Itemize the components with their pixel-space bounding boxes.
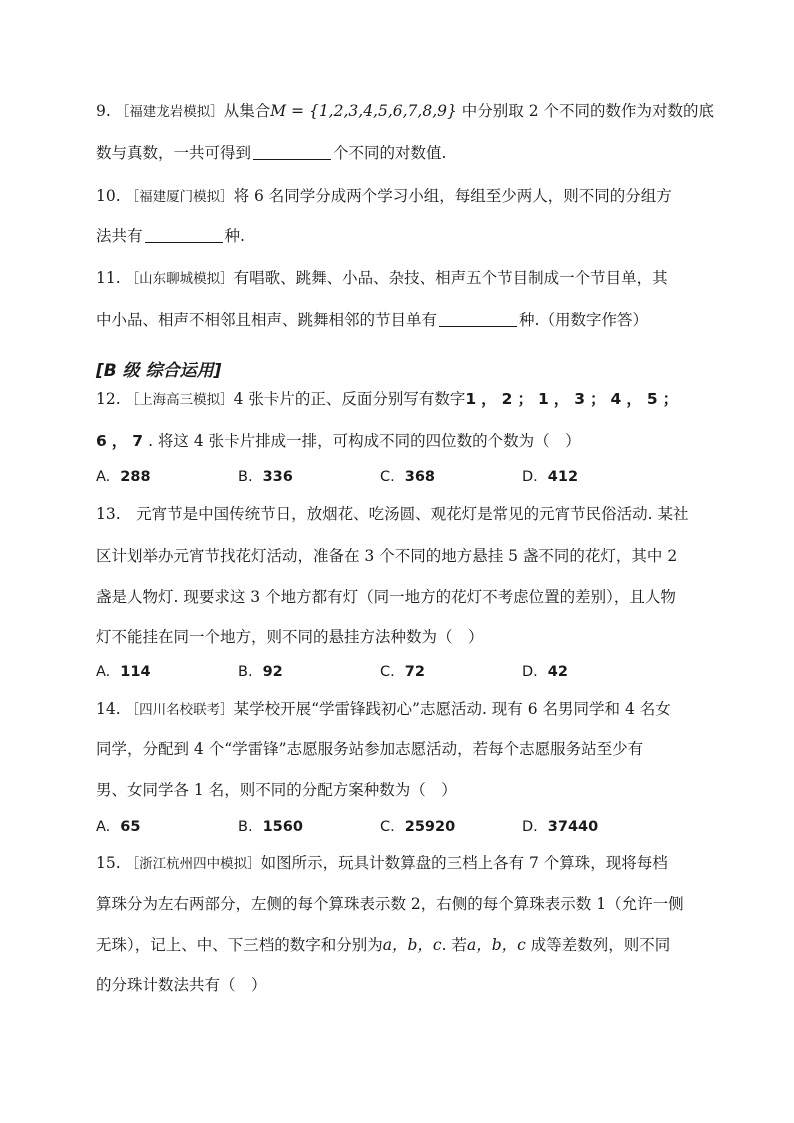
q14-line1 [96, 698, 706, 721]
q14-number: 14. [96, 700, 121, 718]
q15-abc-2: a，b，c [466, 936, 526, 954]
q9-line2b: 个不同的对数值. [333, 144, 447, 162]
q11-line2 [96, 309, 706, 331]
q11-line1 [96, 267, 706, 290]
q15-abc-1: a，b，c [382, 936, 442, 954]
q10-line2a: 法共有 [96, 227, 143, 245]
q13-option-c[interactable]: C. 72 [380, 664, 425, 680]
q11-answer-blank [439, 310, 517, 327]
q13-option-a[interactable]: A. 114 [96, 664, 151, 680]
q15-line2: 算珠分为左右两部分，左侧的每个算珠表示数 2，右侧的每个算珠表示数 1（允许一侧 [96, 895, 684, 913]
q13-option-b[interactable]: B. 92 [238, 664, 283, 680]
q12-card-numbers-1: 1，2；1，3；4，5； [465, 390, 684, 408]
q12-text2: . 将这 4 张卡片排成一排，可构成不同的四位数的个数为（ ） [148, 432, 581, 450]
q14-option-c[interactable]: C. 25920 [380, 819, 456, 835]
q13-line2: 区计划举办元宵节找花灯活动，准备在 3 个不同的地方悬挂 5 盏不同的花灯，其中 2 [96, 547, 678, 565]
q11-line2b: 种.（用数字作答） [519, 311, 648, 329]
q12-option-c[interactable]: C. 368 [380, 469, 436, 485]
q12-card-numbers-2: 6，7 [96, 432, 149, 450]
q12-option-d[interactable]: D. 412 [522, 469, 579, 485]
q11-line2a: 中小品、相声不相邻且相声、跳舞相邻的节目单有 [96, 311, 438, 329]
q15-number: 15. [96, 854, 121, 872]
q14-option-d[interactable]: D. 37440 [522, 819, 599, 835]
q13-line1: 13. 元宵节是中国传统节日，放烟花、吃汤圆、观花灯是常见的元宵节民俗活动. 某社 [96, 505, 689, 523]
q9-set-math: M = {1,2,3,4,5,6,7,8,9} [270, 102, 457, 120]
q11-source: ［山东聊城模拟］ [125, 271, 234, 287]
q9-text1: 从集合 [223, 102, 271, 120]
q13-line3: 盏是人物灯. 现要求这 3 个地方都有灯（同一地方的花灯不考虑位置的差别），且人物 [96, 588, 676, 606]
q9-line2a: 数与真数，一共可得到 [96, 144, 252, 162]
q9-line1 [96, 100, 715, 123]
q10-source: ［福建厦门模拟］ [125, 189, 234, 205]
q14-option-a[interactable]: A. 65 [96, 819, 141, 835]
q11-text1: 有唱歌、跳舞、小品、杂技、相声五个节目制成一个节目单，其 [233, 269, 668, 287]
q10-line1 [96, 185, 706, 208]
section-title: [B 级 综合运用] [96, 361, 222, 381]
q9-number: 9. [96, 102, 111, 120]
q12-number: 12. [96, 390, 121, 408]
q12-option-a[interactable]: A. 288 [96, 469, 151, 485]
q9-line2 [96, 142, 706, 164]
q14-line2: 同学，分配到 4 个“学雷锋”志愿服务站参加志愿活动，若每个志愿服务站至少有 [96, 740, 644, 758]
q15-line3b: . 若 [441, 936, 467, 954]
q13-line4: 灯不能挂在同一个地方，则不同的悬挂方法种数为（ ） [96, 628, 484, 646]
q9-text2: 中分别取 2 个不同的数作为对数的底 [461, 102, 715, 120]
q14-source: ［四川名校联考］ [125, 702, 234, 718]
q9-source: ［福建龙岩模拟］ [115, 104, 224, 120]
q12-text1: 4 张卡片的正、反面分别写有数字 [233, 390, 466, 408]
q12-line2 [96, 430, 706, 452]
q14-option-b[interactable]: B. 1560 [238, 819, 303, 835]
q12-source: ［上海高三模拟］ [125, 392, 234, 408]
q10-answer-blank [145, 226, 223, 243]
q15-line4: 的分珠计数法共有（ ） [96, 976, 267, 994]
q14-line3: 男、女同学各 1 名，则不同的分配方案种数为（ ） [96, 781, 457, 799]
q10-line2b: 种. [224, 227, 245, 245]
q10-text1: 将 6 名同学分成两个学习小组，每组至少两人，则不同的分组方 [233, 187, 672, 205]
q15-text1: 如图所示，玩具计数算盘的三档上各有 7 个算珠，现将每档 [260, 854, 668, 872]
q15-line3c: 成等差数列，则不同 [530, 936, 671, 954]
q14-text1: 某学校开展“学雷锋践初心”志愿活动. 现有 6 名男同学和 4 名女 [233, 700, 671, 718]
q10-line2 [96, 225, 706, 247]
q13-option-d[interactable]: D. 42 [522, 664, 568, 680]
q15-source: ［浙江杭州四中模拟］ [125, 856, 261, 872]
q10-number: 10. [96, 187, 121, 205]
q12-option-b[interactable]: B. 336 [238, 469, 293, 485]
q9-answer-blank [253, 143, 331, 160]
q11-number: 11. [96, 269, 121, 287]
q12-line1 [96, 388, 706, 411]
q15-line3 [96, 934, 706, 956]
q15-line1 [96, 852, 706, 875]
q15-line3a: 无珠），记上、中、下三档的数字和分别为 [96, 936, 383, 954]
